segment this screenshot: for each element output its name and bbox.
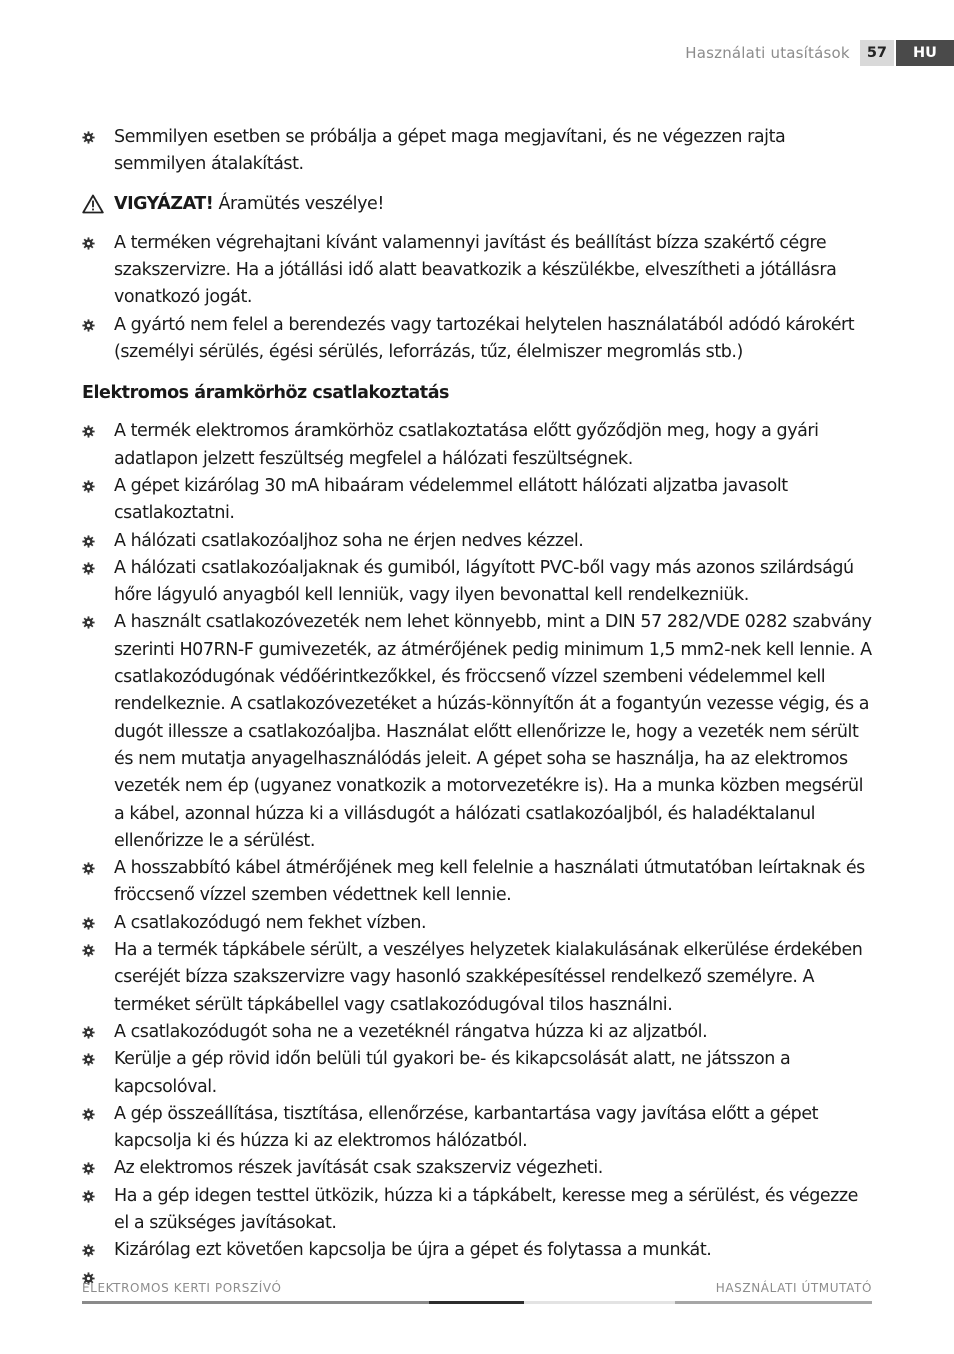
gear-bullet-icon: [82, 319, 95, 332]
page-number: 57: [860, 40, 894, 66]
gear-bullet-icon: [82, 131, 95, 144]
list-item-text: A termék elektromos áramkörhöz csatlakoztatása előtt győződjön meg, hogy a gyári adatlapon jelzett feszültség megfelel a hálózati feszültségnek.: [114, 421, 819, 469]
gear-bullet-icon: [82, 480, 95, 493]
list-item-text: Ha a gép idegen testtel ütközik, húzza ki a tápkábelt, keresse meg a sérülést, és végezze el a szükséges javításokat.: [114, 1185, 858, 1233]
gear-bullet-icon: [82, 862, 95, 875]
list-item: [82, 312, 874, 367]
list-item-text: A csatlakozódugó nem fekhet vízben.: [114, 912, 427, 933]
page-header: [685, 40, 954, 66]
list-item-text: Ha a termék tápkábele sérült, a veszélyes helyzetek kialakulásának elkerülése érdekében cseréjét bízza szakszervizre vagy hasonló szakképesítéssel rendelkező személyre. A terméket sérült tápkábellel vagy csatlakozódugóval tilos használni.: [114, 940, 863, 1015]
footer-divider: [524, 1301, 675, 1304]
warning-text: Áramütés veszélye!: [218, 193, 384, 214]
list-item: [82, 1046, 874, 1101]
list-item: [82, 230, 874, 312]
list-item: [82, 855, 874, 910]
list-item-text: A gép összeállítása, tisztítása, ellenőrzése, karbantartása vagy javítása előtt a gépet kapcsolja ki és húzza ki az elektromos hálózatból.: [114, 1103, 819, 1152]
header-title: Használati utasítások: [685, 44, 850, 62]
list-item-text: Kerülje a gép rövid időn belüli túl gyakori be- és kikapcsolását alatt, ne játsszon a kapcsolóval.: [114, 1049, 791, 1097]
list-item-text: Az elektromos részek javítását csak szakszerviz végezheti.: [114, 1158, 603, 1179]
warning-label: VIGYÁZAT!: [114, 193, 214, 214]
gear-bullet-icon: [82, 1108, 95, 1121]
gear-bullet-icon: [82, 535, 95, 548]
gear-bullet-icon: [82, 1162, 95, 1175]
gear-bullet-icon: [82, 237, 95, 250]
list-item: [82, 418, 874, 473]
gear-bullet-icon: [82, 616, 95, 629]
list-item: [82, 124, 874, 179]
gear-bullet-icon: [82, 562, 95, 575]
footer-divider-accent: [429, 1301, 524, 1304]
gear-bullet-icon: [82, 1244, 95, 1257]
list-item: [82, 1237, 874, 1264]
warning-line: [82, 191, 874, 218]
warning-triangle-icon: [82, 194, 104, 214]
list-item: [82, 609, 874, 855]
list-item-text: A hálózati csatlakozóaljaknak és gumiból, lágyított PVC-ből vagy más azonos szilárdságú hőre lágyuló anyagból kell lenniük, vagy ilyen bevonattal kell rendelkezniük.: [114, 557, 854, 606]
footer-divider: [82, 1301, 429, 1304]
list-item: [82, 473, 874, 528]
list-item: [82, 1101, 874, 1156]
list-item: [82, 528, 874, 555]
list-item-text: A terméken végrehajtani kívánt valamennyi javítást és beállítást bízza szakértő cégre szakszervizre. Ha a jótállási idő alatt beavatkozik a készülékbe, elveszítheti a jótállásra vonatkozó jogát.: [114, 232, 837, 308]
gear-bullet-icon: [82, 1190, 95, 1203]
footer-product-name: ELEKTROMOS KERTI PORSZÍVÓ: [82, 1281, 282, 1295]
list-item-text: A gépet kizárólag 30 mA hibaáram védelemmel ellátott hálózati aljzatba javasolt csatlakoztatni.: [114, 475, 788, 524]
footer-doc-type: HASZNÁLATI ÚTMUTATÓ: [715, 1281, 872, 1295]
gear-bullet-icon: [82, 1053, 95, 1066]
gear-bullet-icon: [82, 917, 95, 930]
list-item: [82, 555, 874, 610]
list-item-text: A hosszabbító kábel átmérőjének meg kell felelnie a használati útmutatóban leírtaknak és fröccsenő vízzel szemben védettnek kell lennie.: [114, 858, 865, 906]
list-item-text: A gyártó nem felel a berendezés vagy tartozékai helytelen használatából adódó károkért (személyi sérülés, égési sérülés, leforrázás, tűz, élelmiszer megromlás stb.): [114, 314, 855, 363]
language-badge: HU: [896, 40, 954, 66]
page-content: [82, 124, 874, 1265]
page-footer: [82, 1281, 872, 1305]
list-item-text: Semmilyen esetben se próbálja a gépet maga megjavítani, és ne végezzen rajta semmilyen átalakítást.: [114, 127, 786, 175]
list-item-text: A csatlakozódugót soha ne a vezetéknél rángatva húzza ki az aljzatból.: [114, 1021, 708, 1042]
gear-bullet-icon: [82, 1026, 95, 1039]
list-item: [82, 1019, 874, 1046]
list-item: [82, 910, 874, 937]
gear-bullet-icon: [82, 944, 95, 957]
list-item: [82, 1183, 874, 1238]
list-item: [82, 1155, 874, 1182]
list-item: [82, 937, 874, 1019]
gear-bullet-icon: [82, 425, 95, 438]
list-item-text: A használt csatlakozóvezeték nem lehet könnyebb, mint a DIN 57 282/VDE 0282 szabvány szerinti H07RN-F gumivezeték, az átmérőjének pedig minimum 1,5 mm2-nek kell lennie. A csatlakozódugónak védőérintkezőkkel, és fröccsenő vízzel szembeni védelemmel kell rendelkeznie. A csatlakozóvezetéket a húzás-könnyítőn át a fogantyún vezesse végig, és a dugót illessze a csatlakozóaljba. Használat előtt ellenőrizze le, hogy a vezeték nem sérült és nem mutatja anyagelhasználódás jeleit. A gépet soha se használja, ha az elektromos vezeték nem ép (ugyanez vonatkozik a motorvezetékre is). Ha a munka közben megsérül a kábel, azonnal húzza ki a villásdugót a hálózati csatlakozóaljból, és haladéktalanul ellenőrizze le a sérülést.: [114, 612, 872, 851]
footer-divider: [675, 1301, 872, 1304]
section-heading: Elektromos áramkörhöz csatlakoztatás: [82, 383, 450, 404]
list-item-text: A hálózati csatlakozóaljhoz soha ne érjen nedves kézzel.: [114, 530, 584, 551]
list-item-text: Kizárólag ezt követően kapcsolja be újra a gépet és folytassa a munkát.: [114, 1240, 712, 1261]
